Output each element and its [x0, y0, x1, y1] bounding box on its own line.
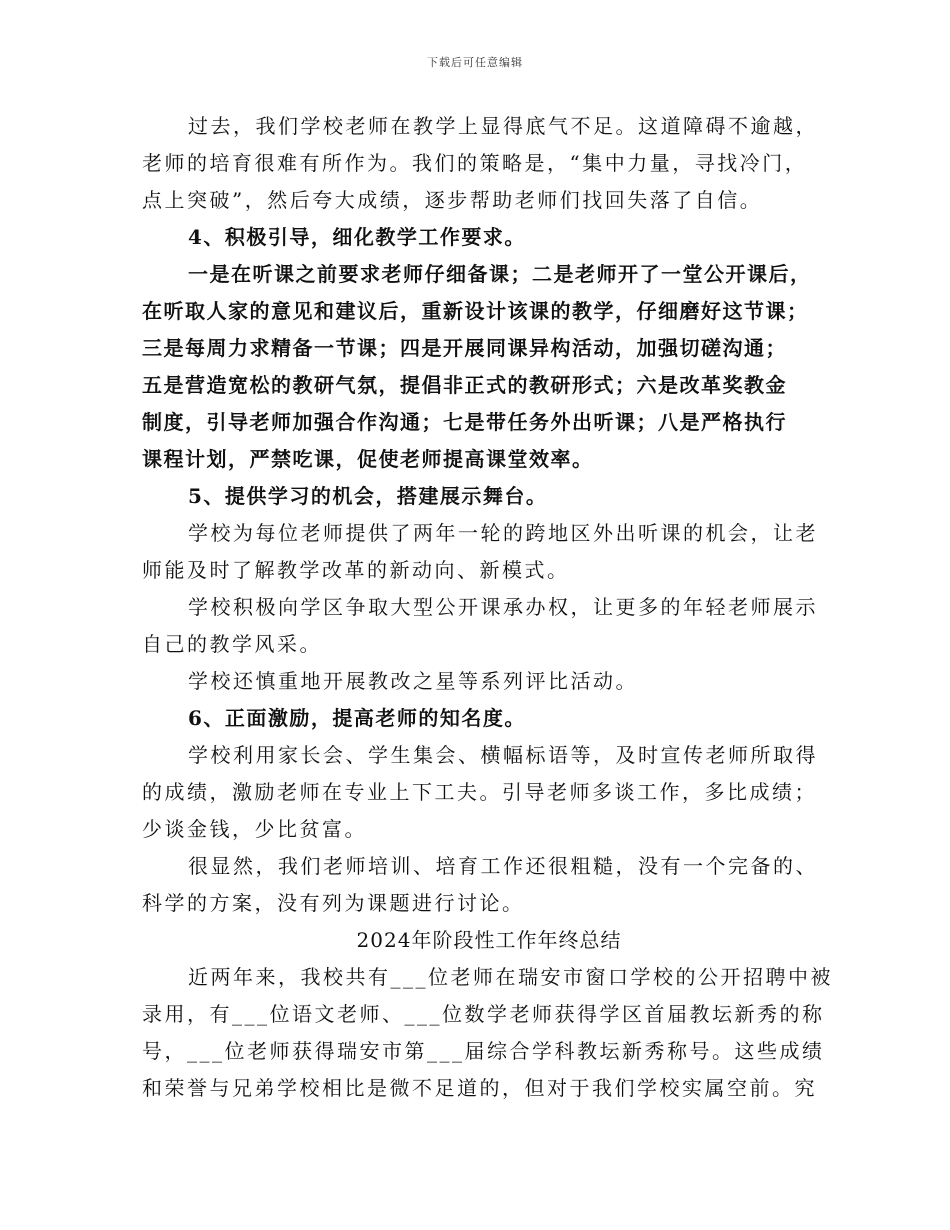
- bold-paragraph-line: 制度，引导老师加强合作沟通；七是带任务外出听课；八是严格执行: [142, 410, 787, 434]
- section-heading: 6、正面激励，提高老师的知名度。: [188, 706, 526, 730]
- paragraph-line: 师能及时了解教学改革的新动向、新模式。: [142, 558, 570, 582]
- bold-paragraph-line: 课程计划，严禁吃课，促使老师提高课堂效率。: [142, 447, 594, 471]
- paragraph-line: 过去，我们学校老师在教学上显得底气不足。这道障碍不逾越，: [188, 114, 818, 138]
- document-body: [142, 108, 833, 1107]
- bold-paragraph-line: 五是营造宽松的教研气氛，提倡非正式的教研形式；六是改革奖教金: [142, 373, 787, 397]
- paragraph-line: 科学的方案，没有列为课题进行讨论。: [142, 891, 525, 915]
- section-heading: 5、提供学习的机会，搭建展示舞台。: [188, 484, 548, 508]
- paragraph-line: 号，___位老师获得瑞安市第___届综合学科教坛新秀称号。这些成绩: [142, 1039, 825, 1063]
- section-heading: 4、积极引导，细化教学工作要求。: [188, 225, 526, 249]
- paragraph-line: 学校还慎重地开展教改之星等系列评比活动。: [188, 669, 638, 693]
- bold-paragraph-line: 一是在听课之前要求老师仔细备课；二是老师开了一堂公开课后，: [188, 262, 812, 286]
- paragraph-line: 近两年来，我校共有___位老师在瑞安市窗口学校的公开招聘中被: [188, 965, 833, 989]
- paragraph-line: 和荣誉与兄弟学校相比是微不足道的，但对于我们学校实属空前。究: [142, 1076, 817, 1100]
- paragraph-line: 的成绩，激励老师在专业上下工夫。引导老师多谈工作，多比成绩；: [142, 780, 817, 804]
- paragraph-line: 学校利用家长会、学生集会、横幅标语等，及时宣传老师所取得: [188, 743, 818, 767]
- paragraph-line: 自己的教学风采。: [142, 632, 322, 656]
- paragraph-line: 少谈金钱，少比贫富。: [142, 817, 367, 841]
- document-title: 2024年阶段性工作年终总结: [356, 928, 622, 952]
- paragraph-line: 学校积极向学区争取大型公开课承办权，让更多的年轻老师展示: [188, 595, 818, 619]
- bold-paragraph-line: 三是每周力求精备一节课；四是开展同课异构活动，加强切磋沟通；: [142, 336, 787, 360]
- paragraph-line: 点上突破”，然后夸大成绩，逐步帮助老师们找回失落了自信。: [142, 188, 763, 212]
- paragraph-line: 录用，有___位语文老师、___位数学老师获得学区首届教坛新秀的称: [142, 1002, 825, 1026]
- page-header: 下载后可任意编辑: [427, 56, 523, 69]
- paragraph-line: 老师的培育很难有所作为。我们的策略是，“集中力量，寻找冷门，: [142, 151, 808, 175]
- paragraph-line: 很显然，我们老师培训、培育工作还很粗糙，没有一个完备的、: [188, 854, 818, 878]
- bold-paragraph-line: 在听取人家的意见和建议后，重新设计该课的教学，仔细磨好这节课；: [142, 299, 809, 323]
- paragraph-line: 学校为每位老师提供了两年一轮的跨地区外出听课的机会，让老: [188, 521, 818, 545]
